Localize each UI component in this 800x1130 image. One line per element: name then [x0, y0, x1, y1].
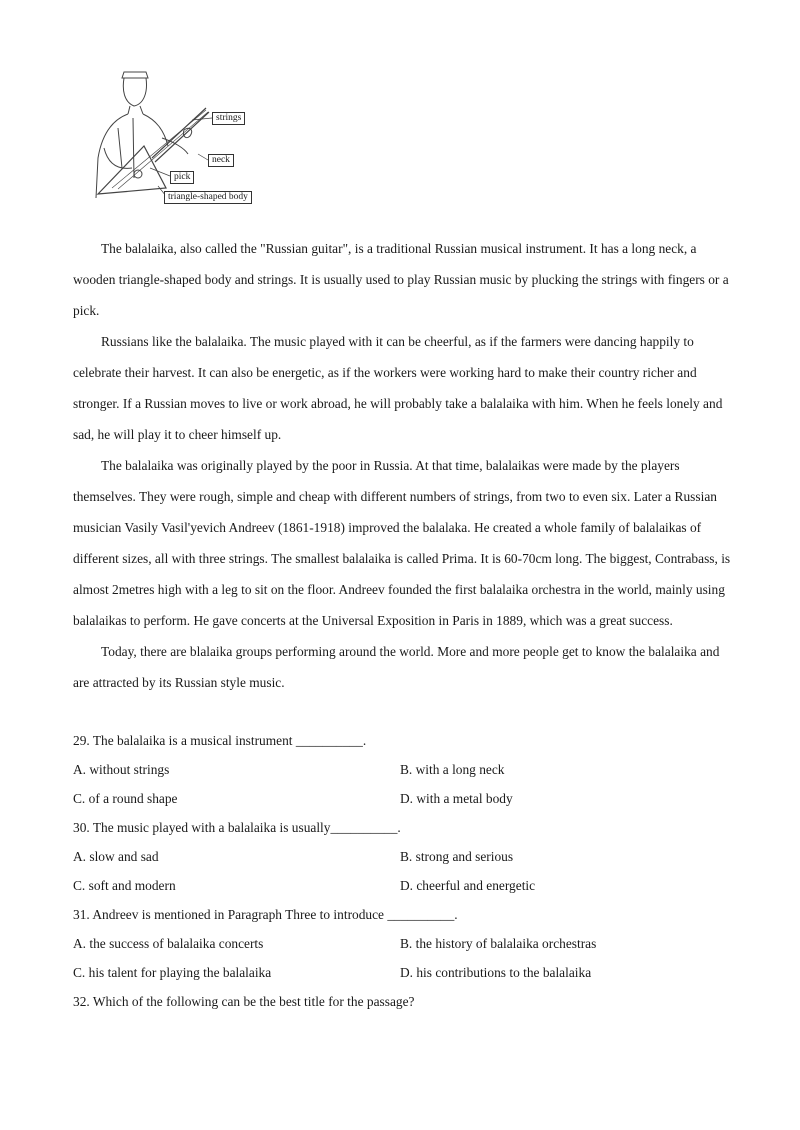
- option-31-b: B. the history of balalaika orchestras: [400, 936, 597, 951]
- option-31-a: A. the success of balalaika concerts: [73, 936, 264, 951]
- option-29-b: B. with a long neck: [400, 762, 505, 777]
- label-pick: pick: [170, 171, 194, 184]
- option-30-b: B. strong and serious: [400, 849, 514, 864]
- balalaika-player-drawing: [88, 68, 260, 210]
- question-29-stem: 29. The balalaika is a musical instrument __________.: [73, 733, 367, 748]
- paragraph-2: Russians like the balalaika. The music played with it can be cheerful, as if the farmers were dancing happily to celebrate their harvest. It can also be energetic, as if the workers were working hard to make their country richer and stronger. If a Russian moves to live or work abroad, he will probably take a balalaika with him. When he feels lonely and sad, he will play it to cheer himself up.: [73, 334, 723, 442]
- label-triangle-shaped-body: triangle-shaped body: [164, 191, 252, 204]
- option-30-a: A. slow and sad: [73, 849, 159, 864]
- question-list: [73, 726, 733, 1016]
- question-31-options-row-2: [73, 958, 733, 987]
- option-30-d: D. cheerful and energetic: [400, 878, 536, 893]
- reading-passage: [73, 233, 733, 698]
- option-29-d: D. with a metal body: [400, 791, 513, 806]
- paragraph-1: The balalaika, also called the "Russian guitar", is a traditional Russian musical instrument. It has a long neck, a wooden triangle-shaped body and strings. It is usually used to play Russian music by plucking the strings with fingers or a pick.: [73, 241, 729, 318]
- question-30-stem: 30. The music played with a balalaika is usually__________.: [73, 820, 401, 835]
- option-29-a: A. without strings: [73, 762, 170, 777]
- label-neck: neck: [208, 154, 234, 167]
- question-31-options-row-1: [73, 929, 733, 958]
- option-29-c: C. of a round shape: [73, 791, 178, 806]
- paragraph-3: The balalaika was originally played by the poor in Russia. At that time, balalaikas were made by the players themselves. They were rough, simple and cheap with different numbers of strings, from two to even six. Later a Russian musician Vasily Vasil'yevich Andreev (1861-1918) improved the balalaka. He created a whole family of balalaikas of different sizes, all with three strings. The smallest balalaika is called Prima. It is 60-70cm long. The biggest, Contrabass, is almost 2metres high with a leg to sit on the floor. Andreev founded the first balalaika orchestra in the world, mainly using balalaikas to perform. He gave concerts at the Universal Exposition in Paris in 1889, which was a great success.: [73, 458, 731, 628]
- question-31-stem: 31. Andreev is mentioned in Paragraph Three to introduce __________.: [73, 907, 458, 922]
- question-32-stem: 32. Which of the following can be the best title for the passage?: [73, 994, 415, 1009]
- option-31-d: D. his contributions to the balalaika: [400, 965, 592, 980]
- question-29-options-row-1: [73, 755, 733, 784]
- balalaika-illustration: [88, 68, 260, 210]
- paragraph-4: Today, there are blalaika groups performing around the world. More and more people get to know the balalaika and are attracted by its Russian style music.: [73, 644, 720, 690]
- label-strings: strings: [212, 112, 245, 125]
- option-30-c: C. soft and modern: [73, 878, 176, 893]
- question-30-options-row-2: [73, 871, 733, 900]
- option-31-c: C. his talent for playing the balalaika: [73, 965, 272, 980]
- question-29-options-row-2: [73, 784, 733, 813]
- question-30-options-row-1: [73, 842, 733, 871]
